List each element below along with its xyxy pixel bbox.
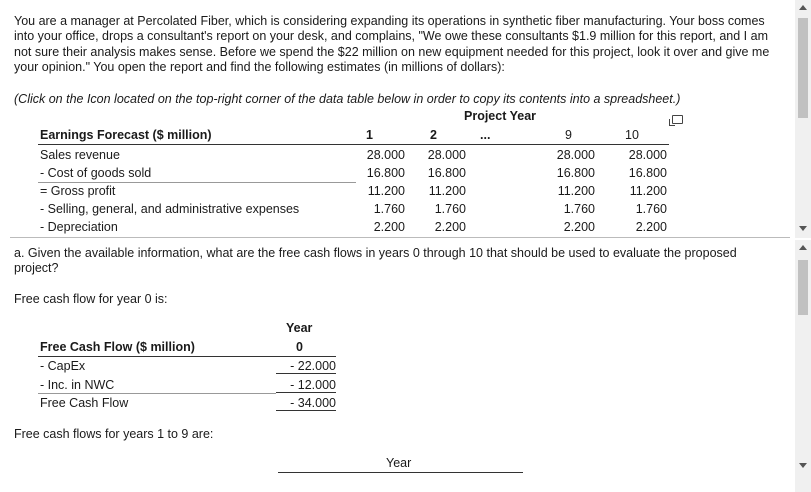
cell-gp-y1: 11.200 — [367, 184, 405, 198]
fcf-cell-nwc[interactable]: - 12.000 — [290, 378, 336, 392]
fcf-year-header: Year — [286, 321, 313, 335]
cell-cogs-y2: 16.800 — [427, 166, 466, 180]
fcf-total-underline — [276, 410, 336, 411]
column-header-ellipsis: ... — [480, 128, 491, 142]
year-header-2-rule — [278, 472, 523, 473]
fcf-row-label-capex: - CapEx — [40, 359, 86, 373]
row-label-sga: - Selling, general, and administrative expenses — [40, 202, 300, 216]
fcf-table-title: Free Cash Flow ($ million) — [40, 340, 195, 354]
section-divider — [10, 237, 790, 238]
gross-profit-rule — [38, 182, 356, 183]
cell-dep-y10: 2.200 — [635, 220, 667, 234]
scroll-up-arrow-icon[interactable] — [799, 5, 807, 10]
earnings-forecast-title: Earnings Forecast ($ million) — [40, 128, 212, 142]
row-label-depreciation: - Depreciation — [40, 220, 118, 234]
cell-dep-y1: 2.200 — [373, 220, 405, 234]
fcf-total-rule — [38, 393, 276, 394]
cell-sga-y1: 1.760 — [373, 202, 405, 216]
cell-cogs-y10: 16.800 — [628, 166, 667, 180]
lower-scrollbar-thumb[interactable] — [798, 260, 808, 315]
cell-dep-y2: 2.200 — [434, 220, 466, 234]
column-header-year-2: 2 — [430, 128, 437, 142]
fcf-year-0-header: 0 — [296, 340, 303, 354]
fcf-row-label-total: Free Cash Flow — [40, 396, 129, 410]
scroll-down-arrow-icon[interactable] — [799, 226, 807, 231]
cell-gp-y9: 11.200 — [557, 184, 595, 198]
cell-sga-y9: 1.760 — [563, 202, 595, 216]
upper-scrollbar[interactable] — [795, 0, 811, 238]
column-header-year-1: 1 — [366, 128, 373, 142]
fcf-cell-capex[interactable]: - 22.000 — [290, 359, 336, 373]
fcf-nwc-underline — [276, 392, 336, 393]
problem-intro-text: You are a manager at Percolated Fiber, which is considering expanding its operations in synthetic fiber manufacturing. Your boss comes into your office, drops a consultant's report on your desk, and complains, "We owe these consultants $1.9 million for this report, and I am not sure their analysis makes sense. Before we spend the $22 million on new equipment needed for this project, look it over and give me your opinion." You open the report and find the following estimates (in millions of dollars): — [14, 14, 770, 75]
fcf-header-rule — [38, 356, 336, 357]
copy-instruction-text: (Click on the Icon located on the top-right corner of the data table below in order to copy its contents into a spreadsheet.) — [14, 92, 681, 106]
upper-scrollbar-thumb[interactable] — [798, 18, 808, 118]
cell-gp-y2: 11.200 — [428, 184, 466, 198]
copy-to-spreadsheet-icon[interactable] — [672, 115, 683, 124]
lower-scroll-up-arrow-icon[interactable] — [799, 245, 807, 250]
fcf-capex-underline — [276, 373, 336, 374]
year-header-2: Year — [386, 456, 412, 470]
project-year-header: Project Year — [464, 109, 537, 123]
cell-cogs-y1: 16.800 — [366, 166, 405, 180]
cell-sales-y9: 28.000 — [556, 148, 595, 162]
fcf-row-label-nwc: - Inc. in NWC — [40, 378, 115, 392]
question-a-text: a. Given the available information, what are the free cash flows in years 0 through 10 that should be used to evaluate the proposed project? — [14, 246, 737, 276]
column-header-year-10: 10 — [625, 128, 639, 142]
row-label-cogs: - Cost of goods sold — [40, 166, 152, 180]
cell-sales-y10: 28.000 — [628, 148, 667, 162]
fcf-years-prompt: Free cash flows for years 1 to 9 are: — [14, 427, 214, 441]
fcf-cell-total[interactable]: - 34.000 — [290, 396, 336, 410]
table-header-rule — [38, 144, 669, 145]
cell-dep-y9: 2.200 — [563, 220, 595, 234]
fcf-year0-prompt: Free cash flow for year 0 is: — [14, 292, 168, 306]
column-header-year-9: 9 — [565, 128, 572, 142]
row-label-sales-revenue: Sales revenue — [40, 148, 120, 162]
cell-sales-y2: 28.000 — [427, 148, 466, 162]
lower-scroll-down-arrow-icon[interactable] — [799, 463, 807, 468]
cell-sga-y10: 1.760 — [635, 202, 667, 216]
cell-gp-y10: 11.200 — [629, 184, 667, 198]
row-label-gross-profit: = Gross profit — [40, 184, 116, 198]
cell-cogs-y9: 16.800 — [556, 166, 595, 180]
cell-sales-y1: 28.000 — [366, 148, 405, 162]
cell-sga-y2: 1.760 — [434, 202, 466, 216]
lower-scrollbar[interactable] — [795, 240, 811, 492]
